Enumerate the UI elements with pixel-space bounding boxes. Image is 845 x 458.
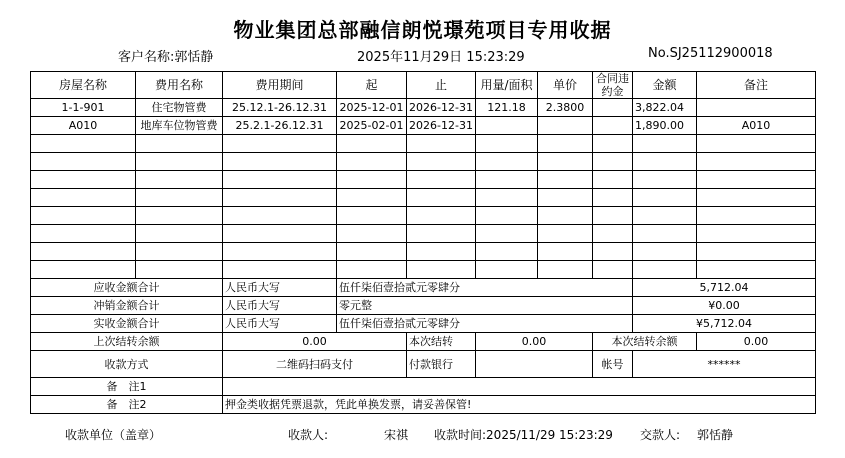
empty-cell [697,207,816,225]
empty-row [31,261,816,279]
summary-offset-row [31,297,816,315]
empty-cell [136,243,223,261]
empty-cell [538,153,593,171]
prev-balance-value: 0.00 [223,333,407,351]
empty-cell [697,261,816,279]
empty-row [31,189,816,207]
empty-cell [337,225,407,243]
empty-cell [593,243,633,261]
offset-value: ¥0.00 [633,297,816,315]
customer-name: 客户名称:郭恬静 [118,50,214,65]
empty-row [31,135,816,153]
empty-cell [337,171,407,189]
empty-cell [633,135,697,153]
empty-cell [223,261,337,279]
empty-cell [476,153,538,171]
summary-received-row [31,315,816,333]
empty-cell [136,225,223,243]
empty-cell [337,135,407,153]
empty-cell [337,189,407,207]
cell-house: 1-1-901 [31,99,136,117]
empty-cell [136,207,223,225]
empty-cell [337,243,407,261]
cell-deposit [593,99,633,117]
header-house: 房屋名称 [31,72,136,99]
empty-cell [31,153,136,171]
remark1-label: 备 注1 [31,378,223,396]
this-transfer-value: 0.00 [476,333,593,351]
cell-price: 2.3800 [538,99,593,117]
empty-cell [407,171,476,189]
cell-period: 25.12.1-26.12.31 [223,99,337,117]
cell-start: 2025-12-01 [337,99,407,117]
offset-label: 冲销金额合计 [31,297,223,315]
empty-cell [31,207,136,225]
empty-cell [633,171,697,189]
cell-amount: 1,890.00 [633,117,697,135]
empty-cell [697,135,816,153]
remark1-value [223,378,816,396]
empty-cell [31,243,136,261]
cell-start: 2025-02-01 [337,117,407,135]
empty-cell [136,135,223,153]
empty-cell [31,225,136,243]
empty-cell [633,261,697,279]
empty-cell [223,225,337,243]
empty-cell [223,243,337,261]
empty-cell [136,189,223,207]
empty-row [31,243,816,261]
empty-cell [136,171,223,189]
empty-cell [538,171,593,189]
empty-row [31,225,816,243]
empty-cell [31,189,136,207]
empty-cell [476,261,538,279]
cell-usage [476,117,538,135]
cell-amount: 3,822.04 [633,99,697,117]
empty-cell [593,189,633,207]
empty-cell [593,153,633,171]
table-row [31,117,816,135]
empty-cell [223,189,337,207]
empty-cell [476,243,538,261]
footer-unit: 收款单位（盖章） [65,428,162,442]
this-balance-value: 0.00 [697,333,816,351]
empty-cell [633,225,697,243]
cell-fee: 地库车位物管费 [136,117,223,135]
empty-cell [633,207,697,225]
empty-cell [407,135,476,153]
empty-cell [223,171,337,189]
empty-cell [633,243,697,261]
cell-end: 2026-12-31 [407,99,476,117]
cell-deposit [593,117,633,135]
empty-cell [593,135,633,153]
empty-cell [407,243,476,261]
empty-cell [476,225,538,243]
remark1-row [31,378,816,396]
empty-cell [476,171,538,189]
table-row [31,99,816,117]
empty-rows [31,135,816,279]
remark2-value: 押金类收据凭票退款，凭此单换发票，请妥善保管! [223,396,816,414]
cell-remark [697,99,816,117]
empty-cell [697,153,816,171]
footer-time: 收款时间:2025/11/29 15:23:29 [434,428,613,442]
cell-house: A010 [31,117,136,135]
footer-payer-label: 交款人: [640,428,681,442]
empty-cell [407,225,476,243]
empty-cell [337,261,407,279]
receivable-label: 应收金额合计 [31,279,223,297]
header-period: 费用期间 [223,72,337,99]
offset-cap-label: 人民币大写 [223,297,337,315]
empty-cell [538,189,593,207]
header-deposit-line1: 合同违 [596,72,629,85]
empty-cell [337,207,407,225]
empty-cell [223,135,337,153]
empty-row [31,153,816,171]
header-start: 起 [337,72,407,99]
empty-cell [697,189,816,207]
pay-method-label: 收款方式 [31,351,223,378]
empty-cell [538,207,593,225]
receipt-table [30,71,816,414]
empty-cell [31,135,136,153]
cell-end: 2026-12-31 [407,117,476,135]
balance-row [31,333,816,351]
empty-cell [593,225,633,243]
header-deposit [593,72,633,99]
receivable-cap-label: 人民币大写 [223,279,337,297]
empty-cell [538,225,593,243]
empty-row [31,207,816,225]
empty-cell [697,171,816,189]
empty-cell [593,207,633,225]
receipt-number: No.SJ25112900018 [648,46,773,61]
received-words: 伍仟柒佰壹拾贰元零肆分 [337,315,633,333]
header-end: 止 [407,72,476,99]
empty-cell [697,243,816,261]
empty-cell [538,261,593,279]
header-remark: 备注 [697,72,816,99]
footer-payee: 宋祺 [384,428,409,442]
account-value: ****** [633,351,816,378]
receivable-value: 5,712.04 [633,279,816,297]
empty-cell [407,189,476,207]
received-label: 实收金额合计 [31,315,223,333]
empty-cell [633,189,697,207]
account-label: 帐号 [593,351,633,378]
empty-cell [223,207,337,225]
header-deposit-line2: 约金 [601,85,624,98]
header-usage: 用量/面积 [476,72,538,99]
empty-cell [337,153,407,171]
empty-cell [31,171,136,189]
empty-cell [593,261,633,279]
empty-cell [136,261,223,279]
cell-period: 25.2.1-26.12.31 [223,117,337,135]
header-price: 单价 [538,72,593,99]
remark2-label: 备 注2 [31,396,223,414]
pay-bank-label: 付款银行 [407,351,476,378]
receipt-title: 物业集团总部融信朗悦璟苑项目专用收据 [233,18,612,42]
empty-row [31,171,816,189]
pay-bank-value [476,351,593,378]
empty-cell [476,207,538,225]
cell-usage: 121.18 [476,99,538,117]
header-amount: 金额 [633,72,697,99]
received-value: ¥5,712.04 [633,315,816,333]
empty-cell [697,225,816,243]
empty-cell [538,135,593,153]
header-fee-name: 费用名称 [136,72,223,99]
empty-cell [538,243,593,261]
summary-receivable-row [31,279,816,297]
empty-cell [407,261,476,279]
footer-payer: 郭恬静 [697,428,734,442]
payment-row [31,351,816,378]
cell-price [538,117,593,135]
this-balance-label: 本次结转余额 [593,333,697,351]
received-cap-label: 人民币大写 [223,315,337,333]
empty-cell [633,153,697,171]
cell-remark: A010 [697,117,816,135]
empty-cell [407,207,476,225]
cell-fee: 住宅物管费 [136,99,223,117]
empty-cell [223,153,337,171]
empty-cell [407,153,476,171]
table-header-row [31,72,816,99]
empty-cell [476,189,538,207]
prev-balance-label: 上次结转余额 [31,333,223,351]
empty-cell [136,153,223,171]
empty-cell [593,171,633,189]
offset-words: 零元整 [337,297,633,315]
receipt-datetime: 2025年11月29日 15:23:29 [357,50,525,65]
this-transfer-label: 本次结转 [407,333,476,351]
receivable-words: 伍仟柒佰壹拾贰元零肆分 [337,279,633,297]
remark2-row [31,396,816,414]
empty-cell [476,135,538,153]
footer-payee-label: 收款人: [288,428,329,442]
pay-method-value: 二维码扫码支付 [223,351,407,378]
empty-cell [31,261,136,279]
